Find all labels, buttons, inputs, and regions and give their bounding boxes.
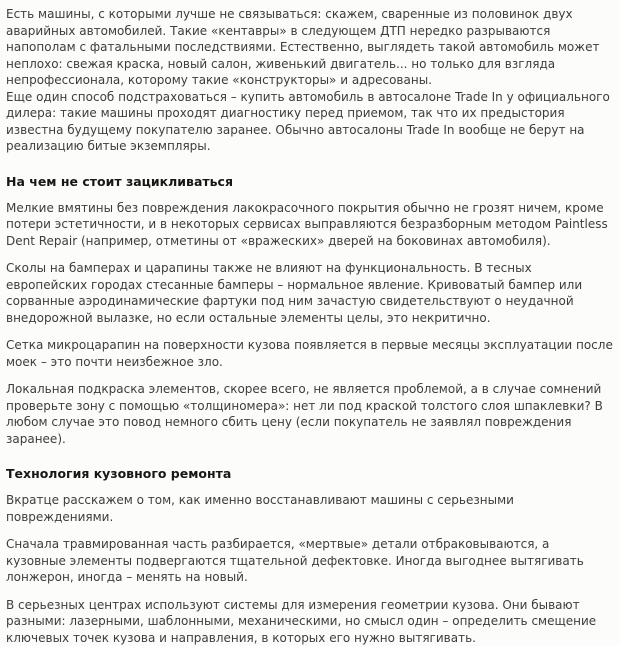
article-paragraph: Локальная подкраска элементов, скорее всего, не является проблемой, а в случае сомнений проверьте зону с помощью «толщиномера»: нет ли под краской толстого слоя шпаклевки? В любом случае это повод немного сбить цену (если покупатель не заявлял повреждения заранее). — [6, 381, 613, 447]
article-paragraph: Сначала травмированная часть разбирается, «мертвые» детали отбраковываются, а кузовные элементы подвергаются тщательной дефектовке. Иногда выгоднее вытягивать лонжерон, иногда – менять на новый. — [6, 536, 613, 586]
section-heading: На чем не стоит зацикливаться — [6, 173, 613, 190]
article-paragraph: Мелкие вмятины без повреждения лакокрасочного покрытия обычно не грозят ничем, кроме потери эстетичности, и в некоторых сервисах выправляются безразборным методом Paintless Dent Repair (например, отметины от «вражеских» дверей на боковинах автомобиля). — [6, 200, 613, 250]
article-paragraph: Сетка микроцарапин на поверхности кузова появляется в первые месяцы эксплуатации после моек – это почти неизбежное зло. — [6, 337, 613, 370]
article-paragraph: Вкратце расскажем о том, как именно восстанавливают машины с серьезными повреждениями. — [6, 492, 613, 525]
article-page — [6, 6, 613, 646]
article-section-repair-technology — [6, 465, 613, 646]
article-paragraph: Сколы на бамперах и царапины также не влияют на функциональность. В тесных европейских городах стесанные бамперы – нормальное явление. Кривоватый бампер или сорванные аэродинамические фартуки под ним зачастую свидетельствуют о неудачной внедорожной вылазке, но если остальные элементы целы, это некритично. — [6, 260, 613, 326]
article-intro — [6, 6, 613, 155]
article-section-flaws — [6, 173, 613, 448]
section-heading: Технология кузовного ремонта — [6, 465, 613, 482]
article-paragraph: Есть машины, с которыми лучше не связываться: скажем, сваренные из половинок двух аварийных автомобилей. Такие «кентавры» в следующем ДТП нередко разрываются напополам с фатальными последствиями. Естественно, выглядеть такой автомобиль может неплохо: свежая краска, новый салон, живенький двигатель... но только для взгляда непрофессионала, которому такие «конструкторы» и адресованы. — [6, 6, 613, 89]
article-paragraph: Еще один способ подстраховаться – купить автомобиль в автосалоне Trade In у официального дилера: такие машины проходят диагностику перед приемом, так что их предыстория известна будущему покупателю заранее. Обычно автосалоны Trade In вообще не берут на реализацию битые экземпляры. — [6, 89, 613, 155]
article-paragraph: В серьезных центрах используют системы для измерения геометрии кузова. Они бывают разными: лазерными, шаблонными, механическими, но смысл один – определить смещение ключевых точек кузова и направления, в которых его нужно вытягивать. — [6, 597, 613, 646]
